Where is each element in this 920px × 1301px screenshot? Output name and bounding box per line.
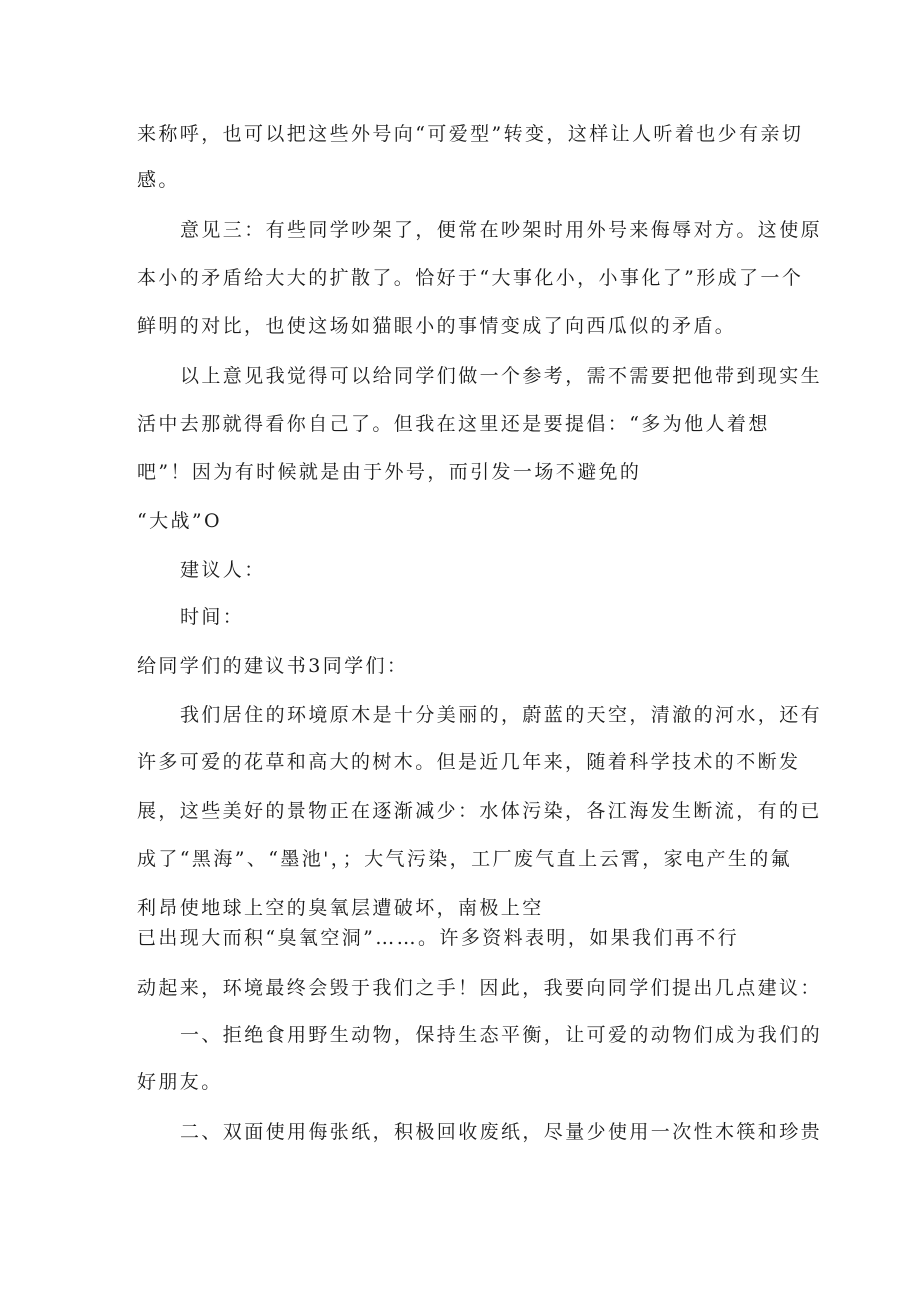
text-line: 动起来，环境最终会毁于我们之手！因此，我要向同学们提出几点建议：	[137, 977, 822, 999]
text-line: 成了“黑海”、“墨池'，；大气污染，工厂废气直上云霄，家电产生的氟	[137, 848, 793, 870]
text-line: 鲜明的对比，也使这场如猫眼小的事情变成了向西瓜似的矛盾。	[137, 315, 737, 337]
text-line: 来称呼，也可以把这些外号向“可爱型”转变，这样让人听着也少有亲切	[137, 123, 804, 145]
section-heading: 给同学们的建议书3同学们：	[137, 655, 409, 677]
text-line: 意见三：有些同学吵架了，便常在吵架时用外号来侮辱对方。这使原	[180, 219, 823, 241]
text-line: 许多可爱的花草和高大的树木。但是近几年来，随着科学技术的不断发	[137, 751, 801, 773]
text-line: 以上意见我觉得可以给同学们做一个参考，需不需要把他带到现实生	[180, 365, 823, 387]
text-line: 本小的矛盾给大大的扩散了。恰好于“大事化小，小事化了”形成了一个	[137, 267, 804, 289]
text-line: 利昂使地球上空的臭氧层遭破坏，南极上空	[137, 897, 544, 919]
text-line: 建议人：	[180, 559, 266, 581]
text-line: 活中去那就得看你自己了。但我在这里还是要提倡：“多为他人着想	[137, 413, 770, 435]
text-line: 二、双面使用侮张纸，积极回收废纸，尽量少使用一次性木筷和珍贵	[180, 1121, 823, 1143]
text-line: 时间：	[180, 606, 245, 628]
text-line: “大战”O	[137, 510, 223, 532]
text-line: 我们居住的环境原木是十分美丽的，蔚蓝的天空，清澈的河水，还有	[180, 704, 823, 726]
text-line: 吧”！因为有时候就是由于外号，而引发一场不避免的	[137, 461, 642, 483]
text-line: 已出现大而积“臭氧空洞”……。许多资料表明，如果我们再不行	[137, 927, 740, 949]
text-line: 展，这些美好的景物正在逐渐减少：水体污染，各江海发生断流，有的已	[137, 800, 822, 822]
text-line: 一、拒绝食用野生动物，保持生态平衡，让可爱的动物们成为我们的	[180, 1024, 823, 1046]
text-line: 感。	[137, 169, 180, 191]
text-line: 好朋友。	[137, 1071, 223, 1093]
